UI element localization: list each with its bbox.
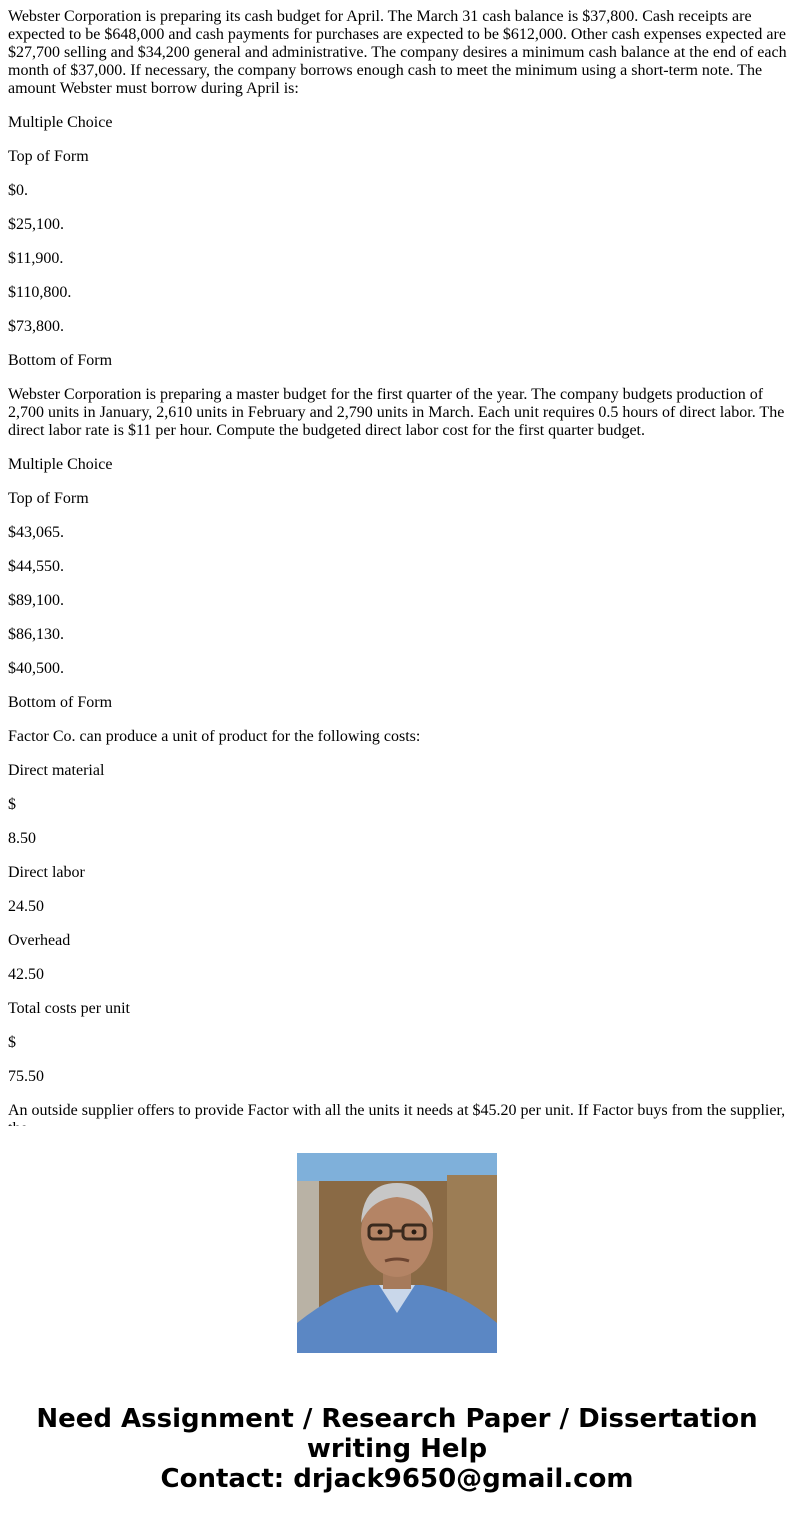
q2-form-bottom: Bottom of Form xyxy=(8,694,113,711)
q2-option-c[interactable]: $89,100. xyxy=(8,592,64,609)
q1-option-d[interactable]: $110,800. xyxy=(8,284,72,301)
promo-subheadline: writing Help xyxy=(306,1434,488,1464)
q1-option-c[interactable]: $11,900. xyxy=(8,250,64,267)
q2-option-b[interactable]: $44,550. xyxy=(8,558,64,575)
q2-option-d[interactable]: $86,130. xyxy=(8,626,64,643)
factor-intro: Factor Co. can produce a unit of product for the following costs: xyxy=(8,728,421,745)
promo-headline: Need Assignment / Research Paper / Dissertation xyxy=(36,1404,758,1434)
q2-form-top: Top of Form xyxy=(8,490,89,507)
q1-form-bottom: Bottom of Form xyxy=(8,352,113,369)
factor-cost-value: 24.50 xyxy=(8,898,44,915)
document-body xyxy=(8,0,788,1126)
person-portrait-icon xyxy=(297,1153,497,1353)
factor-cost-label: Direct labor xyxy=(8,864,85,881)
q2-stem: Webster Corporation is preparing a master budget for the first quarter of the year. The company budgets production of 2,700 units in January, 2,610 units in February and 2,790 units in March. Each unit requires 0.5 hours of direct labor. The direct labor rate is $11 per hour. Compute the budgeted direct labor cost for the first quarter budget. xyxy=(8,386,785,439)
q1-type-label: Multiple Choice xyxy=(8,114,113,131)
factor-cost-value: 42.50 xyxy=(8,966,44,983)
q2-option-a[interactable]: $43,065. xyxy=(8,524,64,541)
avatar xyxy=(297,1153,497,1353)
q1-option-b[interactable]: $25,100. xyxy=(8,216,64,233)
q1-option-e[interactable]: $73,800. xyxy=(8,318,64,335)
q2-option-e[interactable]: $40,500. xyxy=(8,660,64,677)
factor-cost-value: $ xyxy=(8,796,16,813)
q1-option-a[interactable]: $0. xyxy=(8,182,28,199)
factor-cut-line: An outside supplier offers to provide Factor with all the units it needs at $45.20 per unit. If Factor buys from the supplier, xyxy=(8,1102,786,1119)
factor-cost-label: Total costs per unit xyxy=(8,1000,130,1017)
contact-banner xyxy=(0,1404,794,1494)
contact-email[interactable]: Contact: drjack9650@gmail.com xyxy=(160,1464,634,1494)
factor-cost-label: Direct material xyxy=(8,762,105,779)
factor-cost-value: 8.50 xyxy=(8,830,36,847)
factor-cost-value: $ xyxy=(8,1034,16,1051)
factor-cost-value: 75.50 xyxy=(8,1068,44,1085)
promo-footer xyxy=(0,1126,794,1523)
q2-type-label: Multiple Choice xyxy=(8,456,113,473)
q1-form-top: Top of Form xyxy=(8,148,89,165)
factor-cost-label: Overhead xyxy=(8,932,71,949)
q1-stem: Webster Corporation is preparing its cash budget for April. The March 31 cash balance is $37,800. Cash receipts are expected to be $648,000 and cash payments for purchases are expected to be $612,000. Other cash expenses expected are $27,700 selling and $34,200 general and administrative. The company desires a minimum cash balance at the end of each month of $37,000. If necessary, the company borrows enough cash to meet the minimum using a short-term note. The amount Webster must borrow during April is: xyxy=(8,8,787,97)
